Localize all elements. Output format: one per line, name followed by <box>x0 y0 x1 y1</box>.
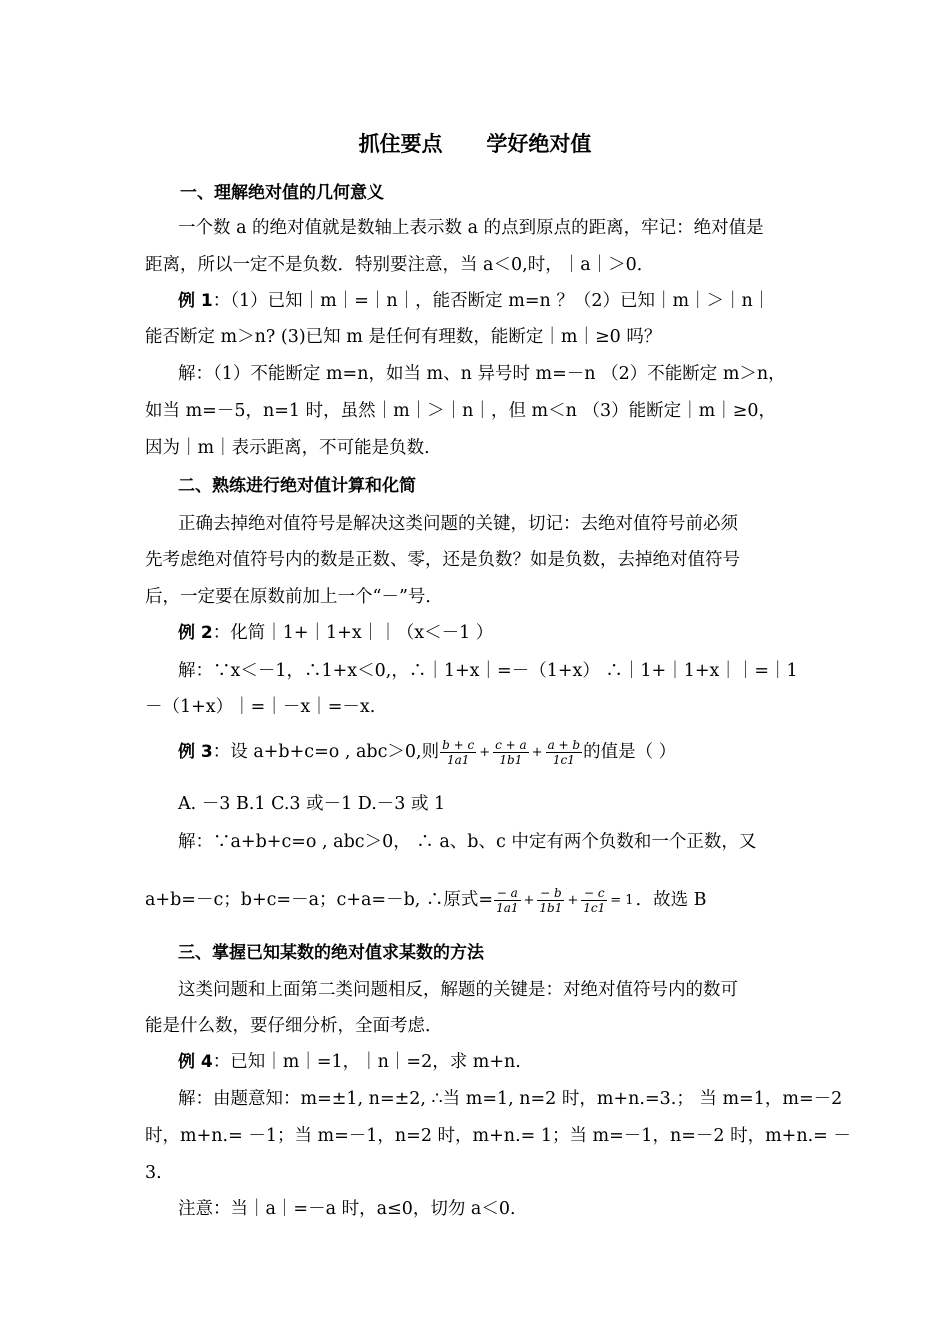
page-title: 抓住要点 学好绝对值 <box>358 131 592 156</box>
s1-paragraph-line-2: 距离，所以一定不是负数．特别要注意，当 a＜0,时，｜a｜＞0． <box>145 255 655 275</box>
fraction-3 <box>546 738 583 767</box>
s3-paragraph-line-2: 能是什么数，要仔细分析，全面考虑． <box>145 1016 443 1036</box>
solution-2-line-2: －（1+x）｜=｜－x｜=－x. <box>145 697 376 717</box>
solution-4-line-3: 3. <box>145 1163 162 1183</box>
section-1-heading: 一、理解绝对值的几何意义 <box>180 183 384 203</box>
plus-sign: + <box>479 744 491 760</box>
fraction-3-denominator: 1c1 <box>552 753 575 767</box>
section-2-heading: 二、熟练进行绝对值计算和化简 <box>178 476 416 496</box>
solution-3-text: a+b=－c；b+c=－a；c+a=－b, ∴原式= <box>145 890 494 910</box>
equals-one: = 1 <box>610 892 634 908</box>
answer-fraction-3-denominator: 1c1 <box>583 901 606 915</box>
example-4-line <box>178 1050 810 1074</box>
fraction-2 <box>493 738 529 767</box>
solution-2-line-1: 解：∵x＜－1，∴1+x＜0,，∴｜1+x｜=－（1+x） ∴｜1+｜1+x｜｜=｜1 <box>178 661 798 681</box>
solution-1-line-3: 因为｜m｜表示距离，不可能是负数. <box>145 438 430 458</box>
s1-paragraph-line-1: 一个数 a 的绝对值就是数轴上表示数 a 的点到原点的距离，牢记：绝对值是 <box>178 218 764 238</box>
s3-paragraph-line-1: 这类问题和上面第二类问题相反，解题的关键是：对绝对值符号内的数可 <box>178 980 738 1000</box>
example-1-text: ：（1）已知｜m｜=｜n｜，能否断定 m=n ？（2）已知｜m｜＞｜n｜ <box>212 291 771 311</box>
example-3-line <box>178 738 810 767</box>
answer-fraction-1-denominator: 1a1 <box>496 901 519 915</box>
answer-fraction-3 <box>581 886 607 915</box>
example-2-text: ：化简｜1+｜1+x｜｜（x＜－1 ） <box>212 623 494 643</box>
solution-1-line-2: 如当 m=－5，n=1 时，虽然｜m｜＞｜n｜，但 m＜n （3）能断定｜m｜≥0， <box>145 401 776 421</box>
solution-4-line-1: 解：由题意知：m=±1, n=±2, ∴当 m=1, n=2 时，m+n.=3.； 当 m=1，m=－2 <box>178 1089 843 1109</box>
example-2-line <box>178 621 810 645</box>
note-line: 注意：当｜a｜=－a 时，a≤0，切勿 a＜0. <box>178 1199 516 1219</box>
answer-fraction-3-numerator: − c <box>581 886 607 901</box>
example-2-label: 例 2 <box>178 623 213 643</box>
example-3-options: A. －3 B.1 C.3 或－1 D.－3 或 1 <box>178 794 446 814</box>
fraction-2-numerator: c + a <box>495 738 527 752</box>
fraction-2-denominator: 1b1 <box>499 753 523 767</box>
example-1-line-1 <box>178 289 810 313</box>
example-1-label: 例 1 <box>178 291 213 311</box>
fraction-1 <box>440 738 476 767</box>
answer-fraction-1-numerator: − a <box>494 886 520 901</box>
s2-paragraph-line-3: 后，一定要在原数前加上一个“－”号． <box>145 587 443 607</box>
example-3-label: 例 3 <box>178 742 213 762</box>
example-3-text: ：设 a+b+c=o , abc＞0,则 <box>212 742 440 762</box>
example-4-label: 例 4 <box>178 1052 213 1072</box>
solution-3-line-1: 解：∵a+b+c=o , abc＞0， ∴ a、b、c 中定有两个负数和一个正数，又 <box>178 832 757 852</box>
plus-sign: + <box>531 744 543 760</box>
s2-paragraph-line-2: 先考虑绝对值符号内的数是正数、零，还是负数？如是负数，去掉绝对值符号 <box>145 550 740 570</box>
solution-3-conclusion: ．故选 B <box>635 890 707 910</box>
section-3-heading: 三、掌握已知某数的绝对值求某数的方法 <box>178 943 484 963</box>
solution-3-line-2 <box>145 886 810 915</box>
answer-fraction-2 <box>537 886 564 915</box>
fraction-3-numerator: a + b <box>547 738 581 752</box>
plus-sign: + <box>567 892 579 908</box>
solution-1-line-1: 解：（1）不能断定 m=n，如当 m、n 异号时 m=－n （2）不能断定 m＞n， <box>178 364 786 384</box>
example-1-line-2: 能否断定 m＞n? (3)已知 m 是任何有理数，能断定｜m｜≥0 吗？ <box>145 327 662 347</box>
answer-fraction-1 <box>494 886 520 915</box>
example-4-text: ：已知｜m｜=1，｜n｜=2，求 m+n. <box>212 1052 521 1072</box>
plus-sign: + <box>523 892 535 908</box>
s2-paragraph-line-1: 正确去掉绝对值符号是解决这类问题的关键，切记：去绝对值符号前必须 <box>178 514 738 534</box>
solution-4-line-2: 时，m+n.= －1；当 m=－1，n=2 时，m+n.= 1；当 m=－1，n=－2 时，m+n.= － <box>145 1126 851 1146</box>
answer-fraction-2-denominator: 1b1 <box>539 901 563 915</box>
example-3-question-end: 的值是（ ） <box>583 742 677 762</box>
fraction-1-numerator: b + c <box>442 738 475 752</box>
fraction-1-denominator: 1a1 <box>446 753 470 767</box>
answer-fraction-2-numerator: − b <box>537 886 564 901</box>
